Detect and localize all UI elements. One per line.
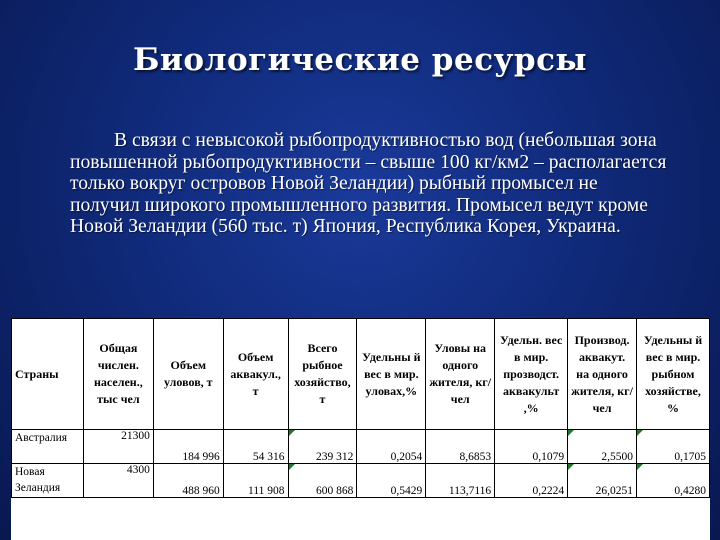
header-aquaculture: Объем аквакул., т <box>223 319 288 430</box>
cell-country: Австралия <box>12 430 84 464</box>
slide-body-text: В связи с невысокой рыбопродуктивностью вод (небольшая зона повышенной рыбопродуктивности – свыше 100 кг/км2 – располагается только вокруг островов Новой Зеландии) рыбный промысел не получил широкого промышленного развития. Промысел ведут кроме Новой Зеландии (560 тыс. т) Япония, Республика Корея, Украина. <box>70 130 667 237</box>
header-country: Страны <box>12 319 84 430</box>
header-total-fishery: Всего рыбное хозяйство, т <box>288 319 357 430</box>
table-header-row <box>12 319 710 430</box>
slide-title: Биологические ресурсы <box>132 42 588 78</box>
cell-aquaculture: 111 908 <box>223 464 288 498</box>
cell-world-fishery-share: 0,1705 <box>636 430 709 464</box>
cell-world-fishery-share: 0,4280 <box>636 464 709 498</box>
header-world-catch-share: Удельны й вес в мир. уловах,% <box>357 319 426 430</box>
cell-catch: 184 996 <box>153 430 223 464</box>
header-population: Общая числен. населен., тыс чел <box>83 319 153 430</box>
cell-catch-per-capita: 8,6853 <box>426 430 495 464</box>
cell-catch-per-capita: 113,7116 <box>426 464 495 498</box>
cell-total-fishery: 239 312 <box>288 430 357 464</box>
header-catch: Объем уловов, т <box>153 319 223 430</box>
cell-country: Новая Зеландия <box>12 464 84 498</box>
fishery-table-container <box>11 318 710 540</box>
cell-population: 4300 <box>83 464 153 498</box>
table-row <box>12 430 710 464</box>
cell-catch: 488 960 <box>153 464 223 498</box>
header-world-aqua-share: Удельн. вес в мир. прозводст. аквакульт ,% <box>495 319 568 430</box>
cell-world-aqua-share: 0,1079 <box>495 430 568 464</box>
cell-world-catch-share: 0,2054 <box>357 430 426 464</box>
cell-population: 21300 <box>83 430 153 464</box>
cell-aqua-per-capita: 2,5500 <box>568 430 637 464</box>
header-catch-per-capita: Уловы на одного жителя, кг/чел <box>426 319 495 430</box>
fishery-table <box>11 318 710 498</box>
table-row <box>12 464 710 498</box>
cell-aqua-per-capita: 26,0251 <box>568 464 637 498</box>
cell-total-fishery: 600 868 <box>288 464 357 498</box>
cell-world-aqua-share: 0,2224 <box>495 464 568 498</box>
header-world-fishery-share: Удельны й вес в мир. рыбном хозяйстве, % <box>636 319 709 430</box>
cell-aquaculture: 54 316 <box>223 430 288 464</box>
header-aqua-per-capita: Производ. аквакут. на одного жителя, кг/чел <box>568 319 637 430</box>
cell-world-catch-share: 0,5429 <box>357 464 426 498</box>
